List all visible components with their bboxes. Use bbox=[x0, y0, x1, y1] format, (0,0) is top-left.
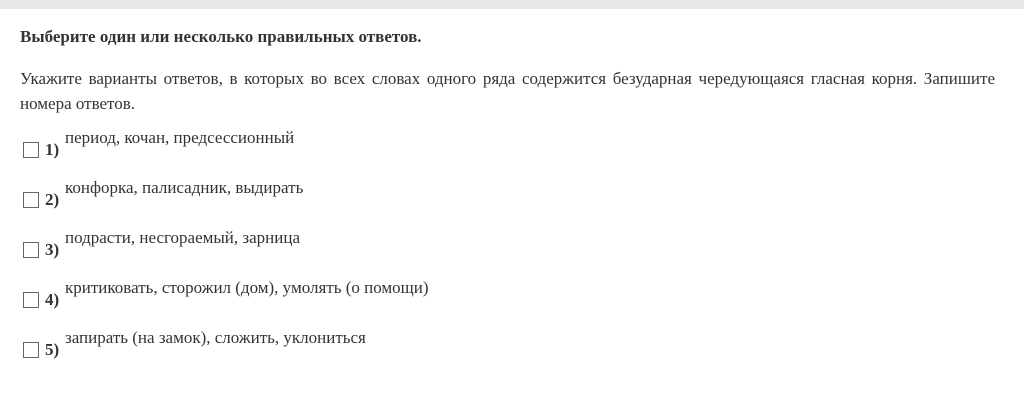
top-bar bbox=[0, 0, 1024, 9]
answer-option-3[interactable] bbox=[20, 228, 920, 268]
option-text: конфорка, палисадник, выдирать bbox=[65, 178, 304, 197]
option-text: критиковать, сторожил (дом), умолять (о помощи) bbox=[65, 278, 429, 297]
answer-checkbox-1[interactable] bbox=[23, 142, 39, 158]
option-text: подрасти, несгораемый, зарница bbox=[65, 228, 301, 247]
answer-checkbox-2[interactable] bbox=[23, 192, 39, 208]
option-text: запирать (на замок), сложить, уклониться bbox=[65, 328, 366, 347]
answer-option-4[interactable] bbox=[20, 278, 920, 318]
answer-checkbox-3[interactable] bbox=[23, 242, 39, 258]
answer-option-2[interactable] bbox=[20, 178, 920, 218]
option-text: период, кочан, предсессионный bbox=[65, 128, 295, 147]
option-number: 5) bbox=[45, 340, 60, 359]
answer-option-1[interactable] bbox=[20, 128, 920, 168]
option-number: 4) bbox=[45, 290, 60, 309]
answer-checkbox-4[interactable] bbox=[23, 292, 39, 308]
question-task: Укажите варианты ответов, в которых во всех словах одного ряда содержится безударная чередующаяся гласная корня. Запишите номера ответов. bbox=[20, 69, 995, 113]
answer-checkbox-5[interactable] bbox=[23, 342, 39, 358]
option-number: 2) bbox=[45, 190, 60, 209]
answer-option-5[interactable] bbox=[20, 328, 920, 368]
option-number: 3) bbox=[45, 240, 60, 259]
option-number: 1) bbox=[45, 140, 60, 159]
question-instruction: Выберите один или несколько правильных ответов. bbox=[20, 27, 422, 46]
